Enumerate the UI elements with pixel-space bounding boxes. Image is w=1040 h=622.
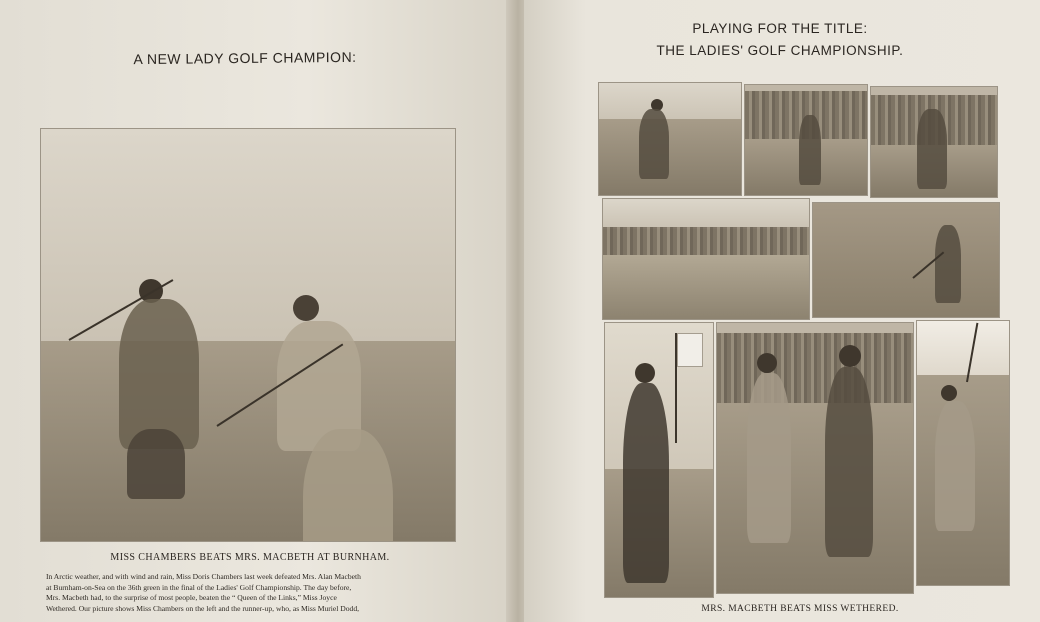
- article-line: Wethered. Our picture shows Miss Chambers on the left and the runner-up, who, as Miss Muriel Dodd,: [46, 603, 360, 613]
- photo-course-gallery: [602, 198, 810, 320]
- photo-handshake: [716, 322, 914, 594]
- photo-crowd-swing: [744, 84, 868, 196]
- article-line: In Arctic weather, and with wind and rain, Miss Doris Chambers last week defeated Mrs. Alan Macbeth: [46, 572, 361, 581]
- right-page-caption: MRS. MACBETH BEATS MISS WETHERED.: [701, 604, 899, 614]
- right-title-line-1: PLAYING FOR THE TITLE:: [692, 21, 868, 36]
- photo-golfer-follow-through: [870, 86, 998, 198]
- article-line: at Burnham-on-Sea on the 36th green in the final of the Ladies' Golf Championship. The day before,: [46, 582, 352, 592]
- photo-golfer-swing-1: [598, 82, 742, 196]
- photo-golfer-by-flag: [604, 322, 714, 598]
- photo-golfer-swing-2: [916, 320, 1010, 586]
- left-page-title: A NEW LADY GOLF CHAMPION:: [133, 48, 357, 68]
- right-page-title: [560, 18, 1000, 62]
- article-body: [46, 572, 454, 614]
- article-line: Mrs. Macbeth had, to the surprise of most people, beaten the “ Queen of the Links,” Miss Joyce: [46, 593, 337, 602]
- main-golfers-photo: [40, 128, 456, 542]
- photo-bunker-shot: [812, 202, 1000, 318]
- left-photo-caption: MISS CHAMBERS BEATS MRS. MACBETH AT BURNHAM.: [110, 552, 390, 563]
- right-title-line-2: THE LADIES' GOLF CHAMPIONSHIP.: [656, 43, 904, 58]
